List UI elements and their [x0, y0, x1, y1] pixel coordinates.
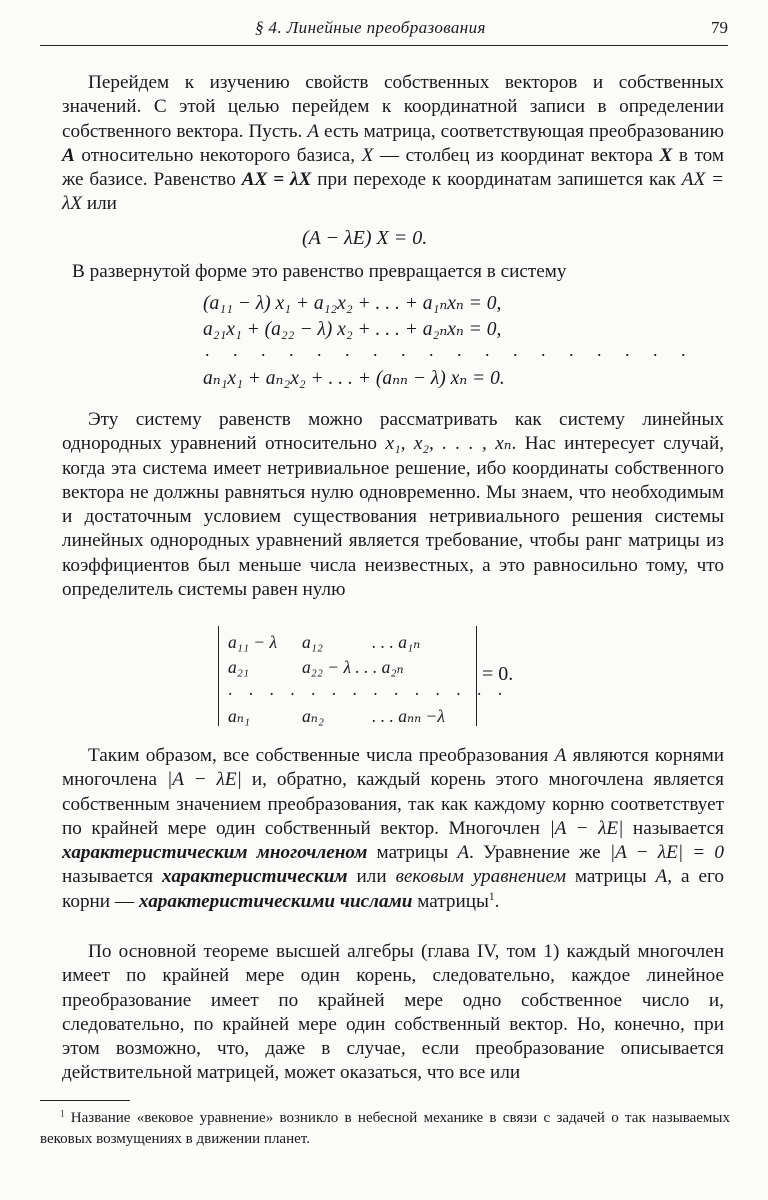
- p1-text-3: относительно некоторого базиса,: [74, 144, 362, 166]
- term-characteristic-numbers: характеристическими числами: [138, 890, 413, 912]
- p4-text-8: или: [347, 866, 396, 888]
- p1-equality-2: AX = λX: [62, 169, 725, 215]
- p3-text-1: Эту систему равенств можно рассматривать как систему линейных однородных уравнений относительно: [62, 409, 724, 455]
- footnote-text: Название «вековое уравнение» возникло в небесной механике в связи с задачей о так называемых вековых возмущениях в движении планет.: [40, 1110, 730, 1147]
- det-left-bar: [218, 626, 219, 726]
- paragraph-system-intro: [72, 260, 734, 284]
- header-title: § 4. Линейные преобразования: [255, 18, 486, 37]
- paragraph-intro: [62, 71, 724, 217]
- det-right-bar: [476, 626, 477, 726]
- term-characteristic: характеристическим: [162, 866, 348, 888]
- p1-text-1: Перейдем к изучению свойств собственных векторов и собственных значений. С этой целью перейдем к координатной записи в определении собственного вектора. Пусть.: [62, 72, 724, 142]
- p4-text-1: Таким образом, все собственные числа преобразования: [88, 745, 555, 766]
- paragraph-fundamental-theorem: [62, 940, 724, 1086]
- p4-text-9: матрицы: [565, 866, 656, 888]
- footnote-rule: [40, 1100, 130, 1101]
- footnote-marker: 1: [488, 890, 495, 903]
- system-line-1: (a₁₁ − λ) x₁ + a₁₂x₂ + . . . + a₁ₙxₙ = 0,: [203, 293, 502, 314]
- p4-poly-1: |A − λE|: [167, 769, 242, 791]
- term-characteristic-polynomial: характеристическим многочленом: [62, 842, 368, 864]
- page-number: 79: [711, 18, 728, 37]
- p4-text-7: называется: [62, 866, 162, 888]
- det-equals-zero: = 0.: [482, 663, 514, 685]
- p2-text: В развернутой форме это равенство превращается в систему: [72, 261, 567, 282]
- p1-text-7: или: [82, 193, 117, 215]
- paragraph-nontrivial: [62, 408, 724, 602]
- det-r2c1: a₂₁: [228, 657, 249, 677]
- p3-text-2: . Нас интересует случай, когда эта система имеет нетривиальное решение, ибо координаты собственного вектора не должны равняться нулю одновременно. Мы знаем, что необходимым и достаточным условием существования нетривиального решения системы линейных однородных уравнений является требование, чтобы ранг матрицы из коэффициентов был меньше числа неизвестных, а это равносильно тому, что определитель системы равен нулю: [62, 433, 725, 601]
- p1-equality-1: AX = λX: [241, 169, 312, 191]
- system-line-2: a₂₁x₁ + (a₂₂ − λ) x₂ + . . . + a₂ₙxₙ = 0,: [203, 319, 502, 340]
- system-dots: . . . . . . . . . . . . . . . . . .: [205, 340, 695, 360]
- system-line-3: aₙ₁x₁ + aₙ₂x₂ + . . . + (aₙₙ − λ) xₙ = 0.: [203, 368, 505, 389]
- p1-text-5: в том же базисе. Равенство: [62, 144, 724, 191]
- p1-text-6: при переходе к координатам запишется как: [311, 169, 682, 191]
- footnote-mark: 1: [60, 1108, 65, 1119]
- formula-main: (A − λE) X = 0.: [302, 227, 428, 249]
- term-secular-equation: вековым уравнением: [395, 866, 566, 888]
- p5-text: По основной теореме высшей алгебры (глава IV, том 1) каждый многочлен имеет по крайней мере один корень, следовательно, каждое линейное преобразование имеет по крайней мере одно собственное число и, следовательно, по крайней мере один собственный вектор. Но, конечно, при этом возможно, что, даже в случае, если преобразование описывается действительной матрицей, может оказаться, что все или: [62, 941, 724, 1084]
- p4-text-2: являются корнями многочлена: [62, 745, 724, 791]
- det-r1c2: a₁₂: [302, 632, 323, 652]
- det-r3c1: aₙ₁: [228, 706, 250, 726]
- p4-text-6: . Уравнение же: [469, 842, 610, 864]
- running-header: [40, 18, 728, 42]
- det-r3c3: . . . aₙₙ −λ: [372, 706, 445, 726]
- det-r1c3: . . . a₁ₙ: [372, 632, 421, 652]
- p1-matrix-a: A: [307, 120, 320, 142]
- p4-text-4: называется: [623, 817, 724, 839]
- footnote: [40, 1108, 730, 1150]
- p4-poly-3: |A − λE| = 0: [609, 842, 724, 864]
- p1-transform-a: A: [62, 144, 75, 166]
- p3-variables: x₁, x₂, . . . , xₙ: [385, 433, 512, 455]
- p4-text-11: матрицы: [412, 890, 489, 912]
- p1-text-2: есть матрица, соответствующая преобразованию: [319, 120, 725, 142]
- p4-text-12: .: [494, 890, 500, 912]
- p4-text-5: матрицы: [367, 842, 458, 864]
- determinant: [218, 626, 509, 726]
- det-r2c2: a₂₂ − λ . . . a₂ₙ: [302, 657, 404, 677]
- p1-text-4: — столбец из координат вектора: [373, 144, 660, 166]
- p4-a-4: A: [655, 866, 668, 888]
- header-rule: [40, 45, 728, 46]
- paragraph-characteristic: [62, 744, 724, 914]
- p4-poly-2: |A − λE|: [549, 817, 624, 839]
- det-r1c1: a₁₁ − λ: [228, 632, 278, 652]
- p4-a-3: A: [457, 842, 470, 864]
- det-r3c2: aₙ₂: [302, 706, 324, 726]
- p4-text-3: и, обратно, каждый корень этого многочлена является собственным значением преобразования, так как каждому корню соответствует по крайней мере один собственный вектор. Многочлен: [62, 769, 724, 839]
- det-dots: . . . . . . . . . . . . . .: [228, 679, 509, 699]
- p1-vector-x: X: [659, 144, 673, 166]
- p4-text-10: , а его корни —: [62, 866, 724, 912]
- p4-a: A: [554, 745, 567, 766]
- p1-column-x: X: [361, 144, 374, 166]
